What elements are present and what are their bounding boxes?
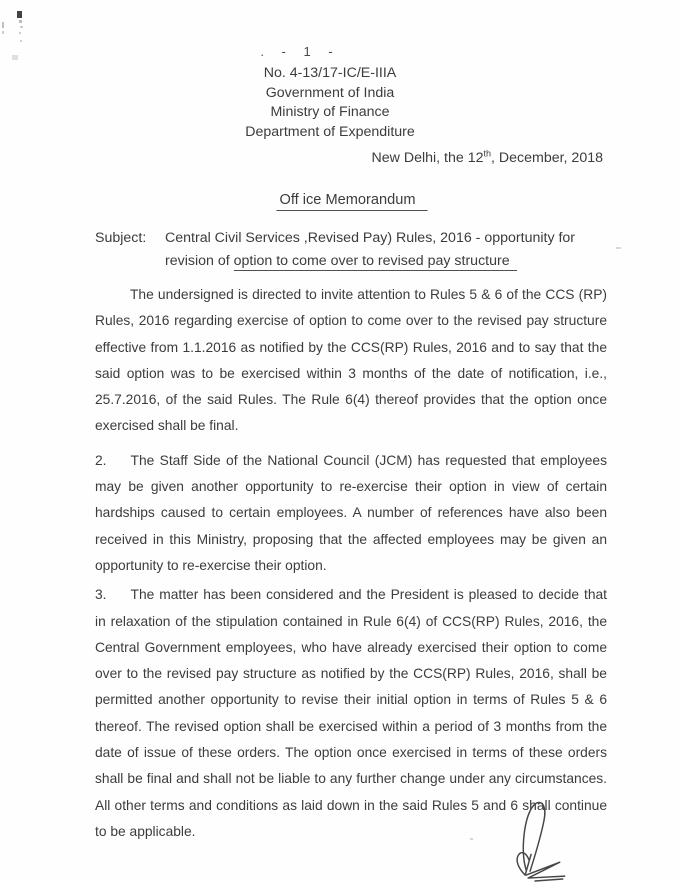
org-line-department: Department of Expenditure <box>245 123 415 140</box>
subject-line1: Central Civil Services ,Revised Pay) Rules, 2016 - opportunity for <box>165 230 576 246</box>
scan-artifact <box>20 40 22 42</box>
handwritten-signature <box>503 799 575 882</box>
paragraph-2 <box>95 448 607 579</box>
subject-underlined-phrase: option to come over to revised pay structure <box>234 253 517 271</box>
dateline-ordinal: th <box>483 148 491 159</box>
paragraph-1 <box>95 282 607 440</box>
scan-artifact <box>20 26 23 28</box>
org-line-government: Government of India <box>265 84 395 101</box>
paragraph-2-text: The Staff Side of the National Council (JCM) has requested that employees may be given another opportunity to re-exercise their option in view of certain hardships caused to certain employees. A number of references have also been received in this Ministry, proposing that the affected employees may be given an opportunity to re-exercise their option. <box>95 452 607 573</box>
memo-title: Off ice Memorandum <box>277 192 428 211</box>
dateline-prefix: New Delhi, the 12 <box>371 150 484 166</box>
subject-block <box>95 227 615 272</box>
paragraph-1-text: The undersigned is directed to invite attention to Rules 5 & 6 of the CCS (RP) Rules, 2016 regarding exercise of option to come over to the revised pay structure effective from 1.1.2016 as notified by the CCS(RP) Rules, 2016 and to say that the said option was to be exercised within 3 months of the date of notification, i.e., 25.7.2016, of the said Rules. The Rule 6(4) thereof provides that the option once exercised shall be final. <box>95 287 607 434</box>
scan-artifact <box>2 22 4 28</box>
memo-title-wrap <box>277 191 428 211</box>
page-number-marker: . - 1 - <box>260 44 340 59</box>
scan-artifact <box>616 247 621 249</box>
paragraph-2-number: 2. <box>95 452 107 468</box>
scan-artifact <box>12 55 18 60</box>
memo-body <box>95 282 607 845</box>
paragraph-3-number: 3. <box>95 587 107 603</box>
scan-artifact <box>19 20 22 23</box>
reference-number: No. 4-13/17-IC/E-IIIA <box>263 65 397 81</box>
subject-line2-prefix: revision of <box>165 252 234 269</box>
dateline-suffix: , December, 2018 <box>491 150 603 166</box>
subject-text <box>165 227 615 272</box>
scan-artifact <box>19 32 21 34</box>
subject-label: Subject: <box>95 230 147 246</box>
scan-artifact <box>2 31 4 34</box>
scan-artifact <box>17 11 22 18</box>
letterhead <box>165 64 495 142</box>
paragraph-3-text: The matter has been considered and the President is pleased to decide that in relaxation of the stipulation contained in Rule 6(4) of CCS(RP) Rules, 2016, the Central Government employees, who have already exercised their option to come over to the revised pay structure as notified by the CCS(RP) Rules, 2016, shall be permitted another opportunity to revise their initial option in terms of Rules 5 & 6 thereof. The revised option shall be exercised within a period of 3 months from the date of issue of these orders. The option once exercised in terms of these orders shall be final and shall not be liable to any further change under any circumstances. All other terms and conditions as laid down in the said Rules 5 and 6 shall continue to be applicable. <box>95 587 607 839</box>
dateline <box>372 150 604 166</box>
org-line-ministry: Ministry of Finance <box>270 104 390 121</box>
